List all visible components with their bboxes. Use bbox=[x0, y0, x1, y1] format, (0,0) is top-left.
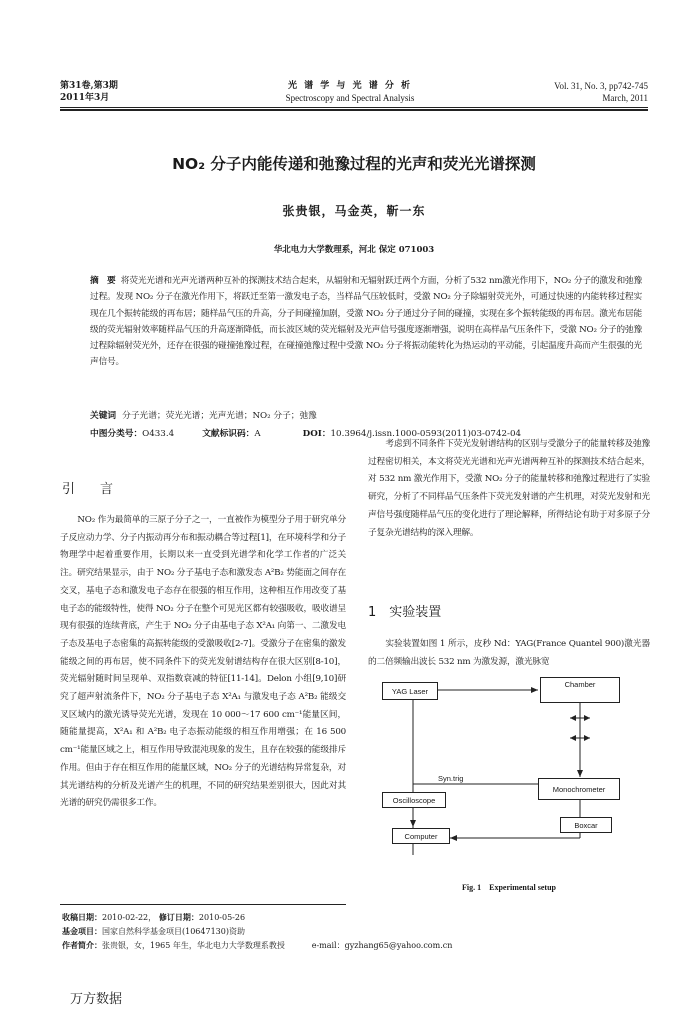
footnote-fund bbox=[62, 925, 245, 938]
journal-volume: 第31卷,第3期 bbox=[60, 81, 118, 91]
keywords-label: 关键词 bbox=[90, 411, 117, 421]
abstract bbox=[90, 273, 642, 371]
computer-box: Computer bbox=[392, 828, 450, 844]
intro-paragraph: NO₂ 作为最简单的三原子分子之一，一直被作为模型分子用于研究单分子反应动力学、分子内振动再分布和振动耦合等过程[1]，在环境科学和分子物理学中起着重要作用，长期以来一直受到光谱学和化学工作者的广泛关注。研究结果显示，由于 NO₂ 分子基电子态和激发态 A²B₂ 势能面之间存在交叉，基电子态和激发电子态存在很强的相互作用，这种相互作用改变了基电子态的能级特性，使得 NO₂ 分子在整个可见光区都有较强吸收，吸收谱呈现有很强的连续背底，产生于 NO₂ 分子由基电子态 X²A₁ 向第一、二激发电子态及基电子态密集的高振转能级的受激吸收[2-7]。受激分子在密集的激发能级之间的再布居，使不同条件下的荧光发射谱结构存在很大区别[8-10]，荧光辐射随时间呈现单、双指数衰减的特征[11-14]。Delon 小组[9,10]研究了超声射流条件下，NO₂ 分子基电子态 X²A₁ 与激发电子态 A²B₂ 能级交叉区域内的激光诱导荧光光谱，发现在 10 000～17 600 cm⁻¹能量区间，随能量提高，X²A₁ 和 A²B₂ 电子态振动能级的相互作用增强；在 16 500 cm⁻¹能量区域之上，相互作用导致混沌现象的发生，且存在较强的能级排斥作用。但由于存在相互作用的能量区域，NO₂ 分子的光谱结构异常复杂，对其光谱结构的分析及光谱产生的机理，不同的研究结果差别很大，因此对其光谱的研究仍需很多工作。 bbox=[60, 515, 346, 809]
paper-title: NO₂ 分子内能传递和弛豫过程的光声和荧光光谱探测 bbox=[172, 155, 536, 173]
doi-label: DOI： bbox=[302, 429, 331, 439]
keywords-value: 分子光谱；荧光光谱；光声光谱；NO₂ 分子；弛豫 bbox=[122, 411, 317, 421]
boxcar-box: Boxcar bbox=[560, 817, 612, 833]
clc-value: O433.4 bbox=[142, 429, 175, 439]
figure-1-caption: Fig. 1 Experimental setup bbox=[462, 883, 556, 892]
intro-heading: 引 言 bbox=[62, 482, 120, 497]
received-label: 收稿日期： bbox=[62, 912, 102, 922]
author-email: e-mail：gyzhang65@yahoo.com.cn bbox=[311, 941, 453, 950]
fund-label: 基金项目： bbox=[62, 926, 102, 936]
clc-label: 中图分类号： bbox=[90, 429, 143, 439]
footnote-rule bbox=[60, 904, 346, 905]
chamber-box: Chamber bbox=[540, 677, 620, 703]
author-bio-label: 作者简介： bbox=[62, 940, 102, 950]
keywords-line bbox=[90, 409, 317, 421]
doc-code-label: 文献标识码： bbox=[202, 429, 255, 439]
paper-affiliation: 华北电力大学数理系，河北 保定 071003 bbox=[273, 245, 435, 255]
journal-name-cn: 光 谱 学 与 光 谱 分 析 bbox=[288, 81, 412, 91]
revised-label: 修订日期： bbox=[158, 912, 199, 922]
section-1-text: 实验装置如图 1 所示，皮秒 Nd：YAG(France Quantel 900)激光器的二倍频输出波长 532 nm 为激发源，激光脉宽 bbox=[368, 639, 650, 667]
abstract-label: 摘 要 bbox=[90, 276, 116, 286]
received-value: 2010-02-22， bbox=[102, 913, 157, 922]
header-rule-thin bbox=[60, 107, 648, 108]
journal-month-year: March, 2011 bbox=[602, 93, 648, 103]
journal-date: 2011年3月 bbox=[60, 93, 110, 103]
author-bio-value: 张贵银，女，1965 年生，华北电力大学数理系教授 bbox=[102, 941, 285, 950]
section-1-heading: 1 实验装置 bbox=[368, 605, 442, 620]
header-rule-thick bbox=[60, 109, 648, 111]
footnote-dates bbox=[62, 911, 245, 924]
wanfang-watermark: 万方数据 bbox=[70, 992, 123, 1007]
abstract-text: 将荧光光谱和光声光谱两种互补的探测技术结合起来，从辐射和无辐射跃迁两个方面，分析了532 nm激光作用下，NO₂ 分子的激发和弛豫过程。发现 NO₂ 分子在激光作用下，将跃迁至第一激发电子态，当样品气压较低时，受激 NO₂ 分子除辐射荧光外，可通过快速的内能转移过程实现在几个振转能级的再布居；随样品气压的升高，分子间碰撞加剧，受激 NO₂ 分子通过分子间的碰撞，实现在多个振转能级的再布居。激光布居能级的荧光辐射效率随样品气压的升高逐渐降低，而长波区域的荧光辐射及光声信号强度逐渐增强，说明在高样品气压条件下，受激 NO₂ 分子的弛豫过程除辐射荧光外，还存在很强的碰撞弛豫过程，在碰撞弛豫过程中受激 NO₂ 分子将振动能转化为热运动的平动能，引起温度升高而产生很强的光声信号。 bbox=[90, 276, 642, 368]
journal-issue-pages: Vol. 31, No. 3, pp742-745 bbox=[554, 81, 648, 91]
paper-authors: 张贵银，马金英，靳一东 bbox=[282, 204, 426, 218]
syn-trig-label: Syn.trig bbox=[438, 774, 464, 783]
doc-code-value: A bbox=[254, 429, 261, 439]
fund-value: 国家自然科学基金项目(10647130)资助 bbox=[102, 927, 245, 936]
yag-laser-box: YAG Laser bbox=[382, 682, 438, 700]
monochrometer-box: Monochrometer bbox=[538, 778, 620, 800]
revised-value: 2010-05-26 bbox=[198, 913, 246, 922]
journal-name-en: Spectroscopy and Spectral Analysis bbox=[285, 93, 415, 103]
intro-continuation: 考虑到不同条件下荧光发射谱结构的区别与受激分子的能量转移及弛豫过程密切相关，本文将荧光光谱和光声光谱两种互补的探测技术结合起来，对 532 nm 激光作用下，受激 NO₂ 分子的能量转移和弛豫过程进行了实验研究，分析了不同样品气压条件下荧光发射谱的产生机理，对荧光发射和光声信号强度随样品气压的变化进行了理论解释，所得结论有助于对多原子分子复杂光谱结构的深入理解。 bbox=[368, 439, 650, 538]
footnote-author bbox=[62, 939, 652, 952]
doi-value: 10.3964/j.issn.1000-0593(2011)03-0742-04 bbox=[330, 429, 522, 439]
oscilloscope-box: Oscilloscope bbox=[382, 792, 446, 808]
